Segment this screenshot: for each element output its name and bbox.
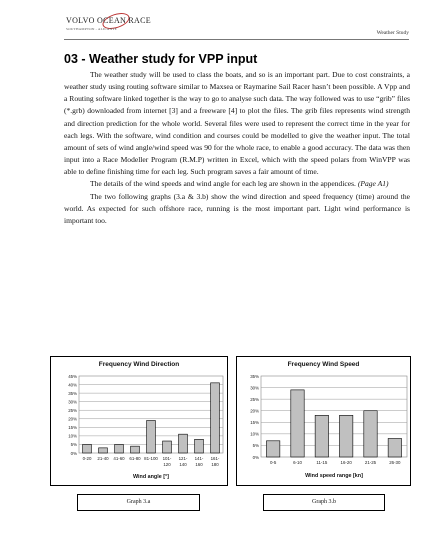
bar: [388, 438, 401, 457]
bar: [315, 415, 328, 457]
section-title: 03 - Weather study for VPP input: [64, 52, 258, 66]
category-label-line: 16-20: [340, 460, 352, 465]
category-label-line: 81-100: [144, 456, 158, 461]
bar: [131, 446, 140, 453]
bar: [163, 441, 172, 453]
wind-direction-chart: [50, 356, 228, 486]
page-reference: (Page A1): [357, 179, 389, 189]
bar: [99, 448, 108, 453]
y-tick-label: 0%: [252, 454, 259, 460]
y-tick-label: 30%: [68, 399, 77, 405]
category-label-line: 0-20: [82, 456, 92, 461]
y-tick-label: 15%: [68, 425, 77, 431]
category-label-line: 6-10: [293, 460, 302, 465]
running-head: Weather Study: [376, 30, 409, 36]
page-header: [64, 14, 409, 40]
y-tick-label: 25%: [250, 396, 259, 402]
bar: [179, 434, 188, 453]
paragraph-2-text: The details of the wind speeds and wind angle for each leg are shown in the appendices.: [90, 179, 356, 189]
category-label-line: 101-: [162, 456, 172, 461]
category-label: [365, 460, 377, 465]
wind-direction-plot: [51, 357, 229, 487]
header-rule: [64, 39, 409, 40]
bar: [339, 415, 352, 457]
y-tick-label: 25%: [68, 408, 77, 414]
bar: [115, 444, 124, 453]
bar: [364, 411, 377, 457]
y-tick-label: 35%: [250, 373, 259, 379]
category-label-line: 120: [163, 462, 171, 467]
bar: [83, 444, 92, 453]
category-label-line: 41-60: [113, 456, 125, 461]
category-label: [316, 460, 327, 465]
category-label: [83, 456, 92, 461]
y-tick-label: 5%: [252, 443, 259, 449]
body-text: [64, 69, 410, 227]
category-label: [179, 456, 188, 467]
category-label-line: 140: [179, 462, 187, 467]
bar: [291, 390, 304, 457]
category-label-line: 0-5: [269, 460, 277, 465]
y-tick-label: 15%: [250, 420, 259, 426]
paragraph-2: [64, 178, 410, 190]
y-tick-label: 10%: [68, 433, 77, 439]
category-label: [144, 456, 158, 461]
x-axis-label: Wind speed range [kn]: [305, 473, 363, 479]
category-label-line: 26-30: [389, 460, 401, 465]
paragraph-3: The two following graphs (3.a & 3.b) show the wind direction and speed frequency (time) around the world. As expected for such offshore race, running is the most important part. Light wind performance is important too.: [64, 191, 410, 225]
category-label: [341, 460, 353, 465]
wind-speed-chart: [236, 356, 411, 486]
category-label-line: 21-40: [97, 456, 109, 461]
logo-text: VOLVO OCEAN RACE: [66, 16, 151, 25]
chart-title: Frequency Wind Direction: [98, 361, 180, 368]
category-label-line: 141-: [194, 456, 204, 461]
y-tick-label: 20%: [250, 408, 259, 414]
category-label-line: 160: [195, 462, 203, 467]
x-axis-label: Wind angle [°]: [133, 474, 169, 480]
graph-caption-3a: Graph 3.a: [77, 494, 200, 511]
category-label-line: 11-15: [316, 460, 328, 465]
y-tick-label: 0%: [70, 450, 77, 456]
plot-area: [261, 376, 407, 457]
y-tick-label: 45%: [68, 373, 77, 379]
volvo-ocean-race-logo: [64, 14, 189, 36]
category-label-line: 121-: [178, 456, 188, 461]
category-label-line: 161-: [210, 456, 220, 461]
category-label: [270, 460, 277, 465]
y-tick-label: 10%: [250, 431, 259, 437]
category-label-line: 21-25: [364, 460, 377, 465]
category-label: [97, 456, 109, 461]
paragraph-1: The weather study will be used to class the boats, and so is an important part. Due to cost constraints, a weather study using routing software similar to Maxsea or Raymarine Sail Racer hasn’t been possible. A Vpp and a Routing software linked together is the way to go to analyse such data. The way followed was to use “grib” files (*.grb) downloaded from internet [3] and a freeware [4] to plot the files. The grib files represents wind strength and direction prediction for the whole world. Several files were used to represent the correct time in the year for each legs. With the software, wind condition and courses could be modelled to give the weather input. The total amount of sets of wind angle/wind speed was 90 for the whole race, to enable a good accuracy. The data was then input into a Race Modeller Program (R.M.P) written in Excel, which with the speed polars from WinVPP was able to define finishing time for each leg. Such program saves a fair amount of time.: [64, 70, 410, 177]
y-tick-label: 35%: [68, 390, 77, 396]
bar: [266, 441, 279, 457]
bar: [195, 439, 204, 453]
category-label: [211, 456, 220, 467]
category-label: [129, 456, 141, 461]
y-tick-label: 40%: [68, 382, 77, 388]
category-label-line: 61-80: [129, 456, 141, 461]
logo-tagline: SOUTHAMPTON - ALICANTE: [66, 27, 118, 31]
wind-speed-plot: [237, 357, 412, 487]
category-label: [293, 460, 302, 465]
bar: [147, 420, 156, 453]
y-tick-label: 20%: [68, 416, 77, 422]
y-tick-label: 30%: [250, 385, 259, 391]
chart-title: Frequency Wind Speed: [287, 361, 360, 368]
category-label: [113, 456, 125, 461]
category-label-line: 180: [211, 462, 219, 467]
category-label: [163, 456, 172, 467]
category-label: [389, 460, 401, 465]
bar: [211, 383, 220, 453]
y-tick-label: 5%: [70, 442, 77, 448]
graph-caption-3b: Graph 3.b: [263, 494, 385, 511]
category-label: [195, 456, 204, 467]
